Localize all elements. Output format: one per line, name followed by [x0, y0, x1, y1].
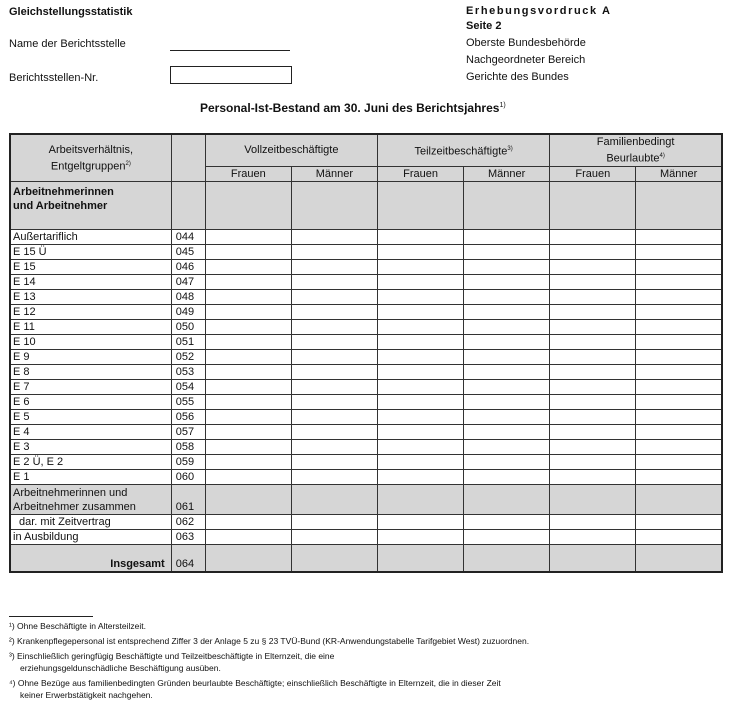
- row-label: E 12: [10, 304, 171, 319]
- number-field[interactable]: [170, 66, 292, 84]
- row-label: E 3: [10, 439, 171, 454]
- input-cell[interactable]: [464, 514, 550, 529]
- input-cell[interactable]: [291, 439, 377, 454]
- table-row: [10, 469, 722, 484]
- input-cell[interactable]: [464, 439, 550, 454]
- input-cell[interactable]: [377, 244, 463, 259]
- input-cell[interactable]: [291, 334, 377, 349]
- row-label: E 5: [10, 409, 171, 424]
- input-cell[interactable]: [291, 514, 377, 529]
- input-cell[interactable]: [636, 454, 722, 469]
- row-code: 052: [171, 349, 205, 364]
- input-cell[interactable]: [291, 289, 377, 304]
- name-label: Name der Berichtsstelle: [9, 38, 126, 50]
- input-cell[interactable]: [550, 394, 636, 409]
- row-label: E 14: [10, 274, 171, 289]
- input-cell[interactable]: [377, 334, 463, 349]
- input-cell[interactable]: [550, 439, 636, 454]
- total-label: Arbeitnehmerinnen und Arbeitnehmer zusammen: [10, 484, 171, 514]
- input-cell[interactable]: [377, 289, 463, 304]
- table-row: [10, 319, 722, 334]
- table-row: [10, 304, 722, 319]
- input-cell[interactable]: [377, 394, 463, 409]
- input-cell[interactable]: [291, 454, 377, 469]
- row-label: E 6: [10, 394, 171, 409]
- input-cell[interactable]: [550, 514, 636, 529]
- table-row: [10, 334, 722, 349]
- input-cell[interactable]: [464, 409, 550, 424]
- input-cell[interactable]: [291, 379, 377, 394]
- input-cell[interactable]: [291, 319, 377, 334]
- input-cell[interactable]: [291, 229, 377, 244]
- input-cell[interactable]: [205, 349, 291, 364]
- input-cell[interactable]: [636, 334, 722, 349]
- row-label: E 13: [10, 289, 171, 304]
- row-label: E 9: [10, 349, 171, 364]
- sub-row-label: in Ausbildung: [10, 529, 171, 544]
- input-cell[interactable]: [550, 379, 636, 394]
- input-cell[interactable]: [550, 334, 636, 349]
- header-line-1: Oberste Bundesbehörde: [466, 37, 586, 49]
- input-cell[interactable]: [205, 319, 291, 334]
- input-cell[interactable]: [636, 529, 722, 544]
- input-cell[interactable]: [550, 484, 636, 514]
- input-cell[interactable]: [205, 394, 291, 409]
- row-label: E 11: [10, 319, 171, 334]
- input-cell[interactable]: [205, 334, 291, 349]
- input-cell[interactable]: [377, 319, 463, 334]
- table-row: [10, 379, 722, 394]
- input-cell[interactable]: [377, 379, 463, 394]
- row-code: 056: [171, 409, 205, 424]
- table-row: [10, 439, 722, 454]
- table-row: [10, 349, 722, 364]
- input-cell[interactable]: [464, 229, 550, 244]
- input-cell[interactable]: [291, 364, 377, 379]
- input-cell[interactable]: [550, 274, 636, 289]
- sub-header-frauen: Frauen: [205, 166, 291, 181]
- sub-header-maenner: Männer: [636, 166, 722, 181]
- row-code: 050: [171, 319, 205, 334]
- input-cell[interactable]: [550, 469, 636, 484]
- input-cell[interactable]: [205, 259, 291, 274]
- input-cell[interactable]: [636, 379, 722, 394]
- input-cell[interactable]: [636, 514, 722, 529]
- input-cell[interactable]: [636, 289, 722, 304]
- col-header-arbeitsverhaeltnis: Arbeitsverhältnis, Entgeltgruppen$^{2)}$: [10, 134, 171, 181]
- name-field[interactable]: [170, 38, 290, 51]
- input-cell[interactable]: [636, 409, 722, 424]
- input-cell[interactable]: [636, 259, 722, 274]
- sub-header-frauen: Frauen: [550, 166, 636, 181]
- footnote-3: ³) Einschließlich geringfügig Beschäftigte und Teilzeitbeschäftigte in Elternzeit, die eine: [9, 651, 335, 661]
- input-cell[interactable]: [464, 529, 550, 544]
- input-cell[interactable]: [205, 229, 291, 244]
- input-cell[interactable]: [377, 424, 463, 439]
- input-cell[interactable]: [464, 334, 550, 349]
- group-header-teilzeit: Teilzeitbeschäftigte$^{3)}$: [377, 134, 549, 166]
- input-cell[interactable]: [205, 424, 291, 439]
- input-cell[interactable]: [205, 289, 291, 304]
- input-cell[interactable]: [464, 379, 550, 394]
- number-label: Berichtsstellen-Nr.: [9, 72, 99, 84]
- input-cell[interactable]: [377, 514, 463, 529]
- row-label: E 1: [10, 469, 171, 484]
- input-cell[interactable]: [464, 319, 550, 334]
- row-code: 063: [171, 529, 205, 544]
- input-cell[interactable]: [550, 304, 636, 319]
- input-cell[interactable]: [377, 544, 463, 572]
- input-cell[interactable]: [291, 349, 377, 364]
- input-cell[interactable]: [205, 544, 291, 572]
- row-code: 053: [171, 364, 205, 379]
- row-code: 045: [171, 244, 205, 259]
- form-name: Erhebungsvordruck A: [466, 5, 612, 17]
- footnote-1: ¹) Ohne Beschäftigte in Altersteilzeit.: [9, 621, 147, 631]
- row-label: E 4: [10, 424, 171, 439]
- group-header-beurlaubte: Familienbedingt Beurlaubte$^{4)}$: [550, 134, 722, 166]
- row-code: 057: [171, 424, 205, 439]
- input-cell[interactable]: [550, 229, 636, 244]
- input-cell[interactable]: [636, 229, 722, 244]
- input-cell[interactable]: [636, 364, 722, 379]
- sub-header-maenner: Männer: [291, 166, 377, 181]
- input-cell[interactable]: [205, 484, 291, 514]
- row-label: E 7: [10, 379, 171, 394]
- input-cell[interactable]: [636, 274, 722, 289]
- input-cell[interactable]: [464, 349, 550, 364]
- input-cell[interactable]: [205, 469, 291, 484]
- input-cell[interactable]: [377, 454, 463, 469]
- input-cell[interactable]: [464, 364, 550, 379]
- row-code: 044: [171, 229, 205, 244]
- input-cell[interactable]: [464, 289, 550, 304]
- input-cell[interactable]: [550, 529, 636, 544]
- input-cell[interactable]: [636, 394, 722, 409]
- table-row: [10, 244, 722, 259]
- row-code: 062: [171, 514, 205, 529]
- input-cell[interactable]: [291, 304, 377, 319]
- row-code: 046: [171, 259, 205, 274]
- row-code: 055: [171, 394, 205, 409]
- col-header-code: [171, 134, 205, 181]
- row-label: E 15: [10, 259, 171, 274]
- header-line-3: Gerichte des Bundes: [466, 71, 569, 83]
- sub-header-frauen: Frauen: [377, 166, 463, 181]
- input-cell[interactable]: [636, 319, 722, 334]
- row-code: 054: [171, 379, 205, 394]
- input-cell[interactable]: [291, 424, 377, 439]
- input-cell[interactable]: [636, 424, 722, 439]
- input-cell[interactable]: [550, 424, 636, 439]
- data-table: [9, 133, 723, 573]
- row-label: E 15 Ü: [10, 244, 171, 259]
- input-cell[interactable]: [291, 259, 377, 274]
- input-cell[interactable]: [291, 274, 377, 289]
- row-code: 048: [171, 289, 205, 304]
- input-cell[interactable]: [550, 319, 636, 334]
- input-cell[interactable]: [377, 259, 463, 274]
- row-label: E 8: [10, 364, 171, 379]
- input-cell[interactable]: [464, 484, 550, 514]
- input-cell[interactable]: [550, 544, 636, 572]
- input-cell[interactable]: [550, 454, 636, 469]
- input-cell[interactable]: [205, 529, 291, 544]
- input-cell[interactable]: [377, 409, 463, 424]
- row-code: 058: [171, 439, 205, 454]
- input-cell[interactable]: [464, 544, 550, 572]
- input-cell[interactable]: [636, 544, 722, 572]
- input-cell[interactable]: [377, 274, 463, 289]
- input-cell[interactable]: [291, 394, 377, 409]
- input-cell[interactable]: [377, 364, 463, 379]
- row-code: 060: [171, 469, 205, 484]
- input-cell[interactable]: [636, 349, 722, 364]
- row-code: 059: [171, 454, 205, 469]
- header-line-2: Nachgeordneter Bereich: [466, 54, 586, 66]
- input-cell[interactable]: [464, 244, 550, 259]
- table-row: [10, 259, 722, 274]
- row-label: E 2 Ü, E 2: [10, 454, 171, 469]
- input-cell[interactable]: [291, 544, 377, 572]
- page-number: Seite 2: [466, 20, 502, 32]
- input-cell[interactable]: [464, 304, 550, 319]
- main-title: Personal-Ist-Bestand am 30. Juni des Berichtsjahres$^{1)}$: [200, 101, 506, 115]
- input-cell[interactable]: [205, 514, 291, 529]
- row-code: 061: [171, 484, 205, 514]
- input-cell[interactable]: [291, 529, 377, 544]
- sub-row-label: dar. mit Zeitvertrag: [10, 514, 171, 529]
- input-cell[interactable]: [464, 454, 550, 469]
- input-cell[interactable]: [464, 259, 550, 274]
- footnote-3-cont: erziehungsgeldunschädliche Beschäftigung ausüben.: [20, 663, 221, 673]
- table-row: [10, 289, 722, 304]
- group-header-vollzeit: Vollzeitbeschäftigte: [205, 134, 377, 166]
- input-cell[interactable]: [550, 409, 636, 424]
- footnote-2: ²) Krankenpflegepersonal ist entsprechend Ziffer 3 der Anlage 5 zu § 23 TVÜ-Bund (KR-Anwendungstabelle Tarifgebiet West) zuzuordnen.: [9, 636, 530, 646]
- footnote-4-cont: keiner Erwerbstätigkeit nachgehen.: [20, 690, 153, 700]
- input-cell[interactable]: [205, 274, 291, 289]
- grand-total-label: Insgesamt: [10, 544, 171, 572]
- input-cell[interactable]: [291, 469, 377, 484]
- table-row: [10, 229, 722, 244]
- input-cell[interactable]: [464, 424, 550, 439]
- input-cell[interactable]: [636, 244, 722, 259]
- input-cell[interactable]: [636, 304, 722, 319]
- input-cell[interactable]: [291, 409, 377, 424]
- input-cell[interactable]: [205, 439, 291, 454]
- table-row: [10, 409, 722, 424]
- input-cell[interactable]: [205, 244, 291, 259]
- table-row: [10, 274, 722, 289]
- input-cell[interactable]: [377, 349, 463, 364]
- input-cell[interactable]: [550, 364, 636, 379]
- input-cell[interactable]: [550, 349, 636, 364]
- table-row: [10, 364, 722, 379]
- input-cell[interactable]: [377, 229, 463, 244]
- input-cell[interactable]: [464, 394, 550, 409]
- table-row: [10, 424, 722, 439]
- row-code: 049: [171, 304, 205, 319]
- input-cell[interactable]: [205, 409, 291, 424]
- form-title: Gleichstellungsstatistik: [9, 6, 133, 18]
- row-code: 047: [171, 274, 205, 289]
- footnote-4: ⁴) Ohne Bezüge aus familienbedingten Gründen beurlaubte Beschäftigte; einschließlich Beschäftigte in Elternzeit, die in dieser Zeit: [9, 678, 501, 688]
- input-cell[interactable]: [377, 439, 463, 454]
- input-cell[interactable]: [377, 529, 463, 544]
- input-cell[interactable]: [205, 304, 291, 319]
- input-cell[interactable]: [550, 289, 636, 304]
- input-cell[interactable]: [550, 244, 636, 259]
- input-cell[interactable]: [636, 469, 722, 484]
- sub-header-maenner: Männer: [464, 166, 550, 181]
- input-cell[interactable]: [377, 304, 463, 319]
- input-cell[interactable]: [291, 244, 377, 259]
- table-row: [10, 394, 722, 409]
- input-cell[interactable]: [205, 364, 291, 379]
- input-cell[interactable]: [464, 274, 550, 289]
- row-label: Außertariflich: [10, 229, 171, 244]
- section-label: Arbeitnehmerinnen und Arbeitnehmer: [10, 181, 171, 229]
- row-code: 064: [171, 544, 205, 572]
- row-code: 051: [171, 334, 205, 349]
- input-cell[interactable]: [636, 439, 722, 454]
- table-row: [10, 454, 722, 469]
- input-cell[interactable]: [205, 454, 291, 469]
- input-cell[interactable]: [377, 469, 463, 484]
- input-cell[interactable]: [464, 469, 550, 484]
- input-cell[interactable]: [636, 484, 722, 514]
- footnote-rule: [9, 616, 93, 617]
- input-cell[interactable]: [377, 484, 463, 514]
- input-cell[interactable]: [291, 484, 377, 514]
- input-cell[interactable]: [205, 379, 291, 394]
- row-label: E 10: [10, 334, 171, 349]
- input-cell[interactable]: [550, 259, 636, 274]
